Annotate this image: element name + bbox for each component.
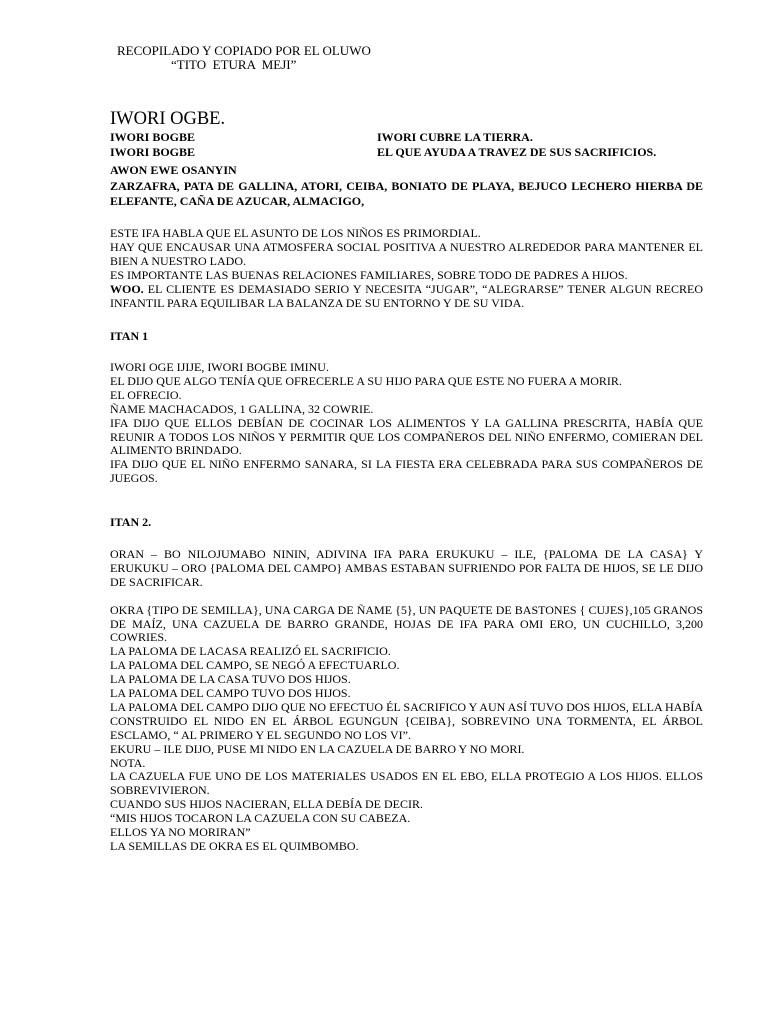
itan2-line: CUANDO SUS HIJOS NACIERAN, ELLA DEBÍA DE DECIR. <box>110 797 424 812</box>
itan2-line: LA PALOMA DE LACASA REALIZÓ EL SACRIFICIO. <box>110 644 391 659</box>
itan2-paragraph: OKRA {TIPO DE SEMILLA}, UNA CARGA DE ÑAME {5}, UN PAQUETE DE BASTONES { CUJES},105 GRANOS DE MAÍZ, UNA CAZUELA DE BARRO GRANDE, HOJAS DE IFA PARA OMI ERO, UN CUCHILLO, 3,200 COWRIES. <box>110 602 703 645</box>
woo-text: EL CLIENTE ES DEMASIADO SERIO Y NECESITA “JUGAR”, “ALEGRARSE” TENER ALGUN RECREO INFANTIL PARA EQUILIBAR LA BALANZA DE SU ENTORNO Y DE SU VIDA. <box>110 281 703 310</box>
itan2-line: LA PALOMA DEL CAMPO DIJO QUE NO EFECTUO ÉL SACRIFICO Y AUN ASÍ TUVO DOS HIJOS, ELLA HABÍA CONSTRUIDO EL NIDO EN EL ÁRBOL EGUNGUN {CEIBA}, SOBREVINO UNA TORMENTA, EL ÁRBOL ESCLAMO, “ AL PRIMERO Y EL SEGUNDO NO LOS VI”. <box>110 699 703 742</box>
itan1-line: ÑAME MACHACADOS, 1 GALLINA, 32 COWRIE. <box>110 401 374 416</box>
itan2-line: LA PALOMA DEL CAMPO TUVO DOS HIJOS. <box>110 686 351 701</box>
itan2-line: LA SEMILLAS DE OKRA ES EL QUIMBOMBO. <box>110 839 359 854</box>
paragraph-gap <box>110 590 703 604</box>
itan2-line: EKURU – ILE DIJO, PUSE MI NIDO EN LA CAZUELA DE BARRO Y NO MORI. <box>110 741 525 756</box>
itan2-line: LA PALOMA DE LA CASA TUVO DOS HIJOS. <box>110 672 351 687</box>
itan2-heading: ITAN 2. <box>110 515 152 529</box>
herbs-section <box>110 163 703 210</box>
intro-section <box>110 227 703 310</box>
odu-name-row <box>110 130 710 145</box>
itan1-line: IFA DIJO QUE ELLOS DEBÍAN DE COCINAR LOS ALIMENTOS Y LA GALLINA PRESCRITA, HABÍA QUE REUNIR A TODOS LOS NIÑOS Y PERMITIR QUE LOS COMPAÑEROS DEL NIÑO ENFERMO, COMIERAN DEL ALIMENTO BRINDADO. <box>110 415 703 458</box>
header-author: “TITO ETURA MEJI” <box>171 57 297 72</box>
intro-paragraph: HAY QUE ENCAUSAR UNA ATMOSFERA SOCIAL POSITIVA A NUESTRO ALREDEDOR PARA MANTENER EL BIEN A NUESTRO LADO. <box>110 239 703 268</box>
odu-names <box>110 130 710 159</box>
page-title: IWORI OGBE. <box>110 109 226 129</box>
herbs-list: ZARZAFRA, PATA DE GALLINA, ATORI, CEIBA, BONIATO DE PLAYA, BEJUCO LECHERO HIERBA DE ELEFANTE, CAÑA DE AZUCAR, ALMACIGO, <box>110 178 703 208</box>
itan1-heading: ITAN 1 <box>110 329 149 343</box>
itan2-line: LA PALOMA DEL CAMPO, SE NEGÓ A EFECTUARLO. <box>110 658 400 673</box>
herbs-heading: AWON EWE OSANYIN <box>110 163 237 177</box>
intro-paragraph: ESTE IFA HABLA QUE EL ASUNTO DE LOS NIÑOS ES PRIMORDIAL. <box>110 226 481 240</box>
itan1-line: IFA DIJO QUE EL NIÑO ENFERMO SANARA, SI LA FIESTA ERA CELEBRADA PARA SUS COMPAÑEROS DE JUEGOS. <box>110 457 703 486</box>
odu-name-row <box>110 145 710 160</box>
woo-paragraph <box>110 283 703 311</box>
header-compiled-by: RECOPILADO Y COPIADO POR EL OLUWO <box>117 43 371 58</box>
woo-label: WOO. <box>110 281 144 296</box>
odu-name: IWORI BOGBE <box>110 130 196 144</box>
itan1-line: IWORI OGE IJIJE, IWORI BOGBE IMINU. <box>110 360 329 374</box>
odu-meaning: EL QUE AYUDA A TRAVEZ DE SUS SACRIFICIOS. <box>377 144 657 159</box>
itan2-line: ELLOS YA NO MORIRAN” <box>110 825 251 840</box>
itan2-paragraph: ORAN – BO NILOJUMABO NININ, ADIVINA IFA PARA ERUKUKU – ILE, {PALOMA DE LA CASA} Y ERUKUKU – ORO {PALOMA DEL CAMPO} AMBAS ESTABAN SUFRIENDO POR FALTA DE HIJOS, SE LE DIJO DE SACRIFICAR. <box>110 547 703 589</box>
itan2-line: LA CAZUELA FUE UNO DE LOS MATERIALES USADOS EN EL EBO, ELLA PROTEGIO A LOS HIJOS. ELLOS SOBREVIVIERON. <box>110 769 703 798</box>
odu-meaning: IWORI CUBRE LA TIERRA. <box>377 130 533 144</box>
itan1-body <box>110 361 703 486</box>
intro-paragraph: ES IMPORTANTE LAS BUENAS RELACIONES FAMILIARES, SOBRE TODO DE PADRES A HIJOS. <box>110 267 628 282</box>
itan2-body <box>110 548 703 854</box>
odu-name: IWORI BOGBE <box>110 144 196 159</box>
itan1-line: EL DIJO QUE ALGO TENÍA QUE OFRECERLE A SU HIJO PARA QUE ESTE NO FUERA A MORIR. <box>110 373 622 388</box>
itan1-line: EL OFRECIO. <box>110 387 182 402</box>
itan2-line: “MIS HIJOS TOCARON LA CAZUELA CON SU CABEZA. <box>110 811 411 826</box>
itan2-note-label: NOTA. <box>110 755 146 770</box>
